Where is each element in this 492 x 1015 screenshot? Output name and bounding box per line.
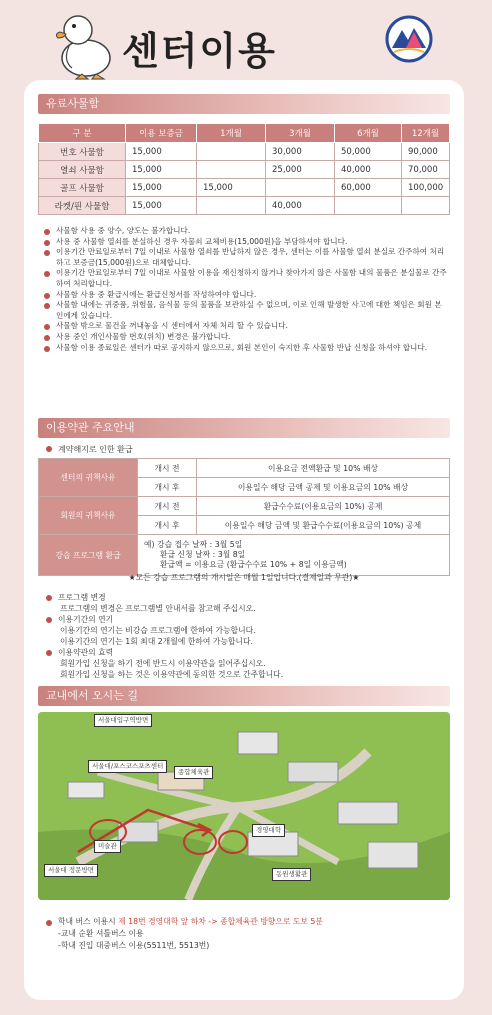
bullet-icon: [46, 650, 52, 656]
program-refund-example: 예) 강습 접수 날짜 : 3월 5일 환급 신청 날짜 : 3월 8일 환급액 = 이용요금 (환급수수료 10% + 8일 이용금액): [138, 535, 450, 576]
table-row: [39, 459, 450, 478]
table-cell: 라켓/핀 사물함: [39, 197, 126, 215]
directions-section-heading: 교내에서 오시는 길: [38, 686, 450, 706]
table-cell: 이용일수 해당 금액 및 환급수수료(이용요금의 10%) 공제: [197, 516, 450, 535]
table-cell: 70,000: [402, 161, 450, 179]
bullet-icon: [44, 250, 50, 256]
bullet-icon: [44, 324, 50, 330]
table-cell: 15,000: [197, 179, 266, 197]
locker-section-heading: 유료사물함: [38, 94, 450, 114]
duck-mascot-icon: [52, 10, 116, 80]
table-header-row: [39, 124, 450, 143]
terms-items: 프로그램 변경 프로그램의 변경은 프로그램별 안내서를 참고해 주십시오. 이용기간의 연기 이용기간의 연기는 비강습 프로그램에 한하여 가능합니다. 이용기간의 연기는 1회 최대 2개월에 한하여 가능합니다. 이용약관의 효력 회원가입 신청을 하기 전에 반드시 이용약관을 읽어주십시오. 회원가입 신청을 하는 것은 이용약관에 동의한 것으로 간주합니다.: [46, 592, 446, 680]
list-item: 사용 중인 개인사물함 번호(위치) 변경은 불가합니다.: [44, 332, 449, 343]
terms-section-heading: 이용약관 주요안내: [38, 418, 450, 438]
column-header: 3개월: [266, 124, 335, 143]
program-start-note: ★모든 강습 프로그램의 개시일은 매월 1일입니다.(결제일과 무관)★: [128, 573, 360, 582]
table-cell: 100,000: [402, 179, 450, 197]
table-cell: 개시 후: [138, 516, 197, 535]
table-cell: [197, 197, 266, 215]
table-row: [39, 535, 450, 576]
column-header: 구 분: [39, 124, 126, 143]
table-cell: [197, 143, 266, 161]
table-cell: [335, 197, 402, 215]
table-row: [39, 161, 450, 179]
list-item: 이용기간의 연기: [46, 614, 446, 625]
refund-heading: 계약해지로 인한 환급: [46, 444, 133, 455]
table-cell: 25,000: [266, 161, 335, 179]
list-item: 사물함 사용 중 환급시에는 환급신청서를 작성하여야 합니다.: [44, 290, 449, 301]
list-item: 사물함 밖으로 물건을 꺼내놓을 시 센터에서 자체 처리 할 수 있습니다.: [44, 321, 449, 332]
locker-price-table: [38, 123, 450, 215]
list-item: 이용약관의 효력: [46, 647, 446, 658]
list-item: 사물함 내에는 귀중품, 위험물, 음식물 등의 물품을 보관하실 수 없으며, 이로 인해 발생한 사고에 대한 책임은 회원 본인에게 있습니다.: [44, 300, 449, 321]
locker-notes: [44, 226, 449, 353]
table-cell: 열쇠 사물함: [39, 161, 126, 179]
bullet-icon: [46, 617, 52, 623]
table-cell: 30,000: [266, 143, 335, 161]
page-title: 센터이용: [122, 29, 277, 73]
table-cell: 환급수수료(이용요금의 10%) 공제: [197, 497, 450, 516]
bullet-icon: [44, 229, 50, 235]
table-cell: [197, 161, 266, 179]
table-row: [39, 143, 450, 161]
table-cell: [266, 179, 335, 197]
bullet-icon: [44, 335, 50, 341]
table-cell: 50,000: [335, 143, 402, 161]
center-reason-cell: 센터의 귀책사유: [39, 459, 138, 497]
table-cell: 개시 후: [138, 478, 197, 497]
map-label: 서울대 정문방면: [44, 864, 98, 877]
list-item: 이용기간 만료일로부터 7일 이내로 사물함 열쇠를 반납하지 않은 경우, 센터는 이를 사물함 열쇠 분실로 간주하여 처리하고 보증금(15,000원)으로 대체합니다.: [44, 247, 449, 268]
list-item: 사용 중 사물함 열쇠를 분실하신 경우 자물쇠 교체비용(15,000원)을 부담하셔야 합니다.: [44, 237, 449, 248]
column-header: 1개월: [197, 124, 266, 143]
bus-directions: 학내 버스 이용시 제 18번 경영대학 앞 하차 -> 종합체육관 방향으로 도보 5분 -교내 순환 셔틀버스 이용 -학내 진입 대중버스 이용(5511번, 5513번): [46, 916, 446, 952]
member-reason-cell: 회원의 귀책사유: [39, 497, 138, 535]
table-cell: 15,000: [126, 161, 197, 179]
university-logo-icon: [384, 14, 434, 64]
content-card: [24, 80, 464, 1000]
table-cell: 40,000: [266, 197, 335, 215]
bullet-icon: [44, 303, 50, 309]
map-label: 동원생활관: [272, 868, 311, 881]
map-label: 미술관: [94, 840, 121, 853]
column-header: 이용 보증금: [126, 124, 197, 143]
program-refund-cell: 강습 프로그램 환급: [39, 535, 138, 576]
campus-map-illustration: [38, 712, 450, 900]
page-header: [0, 0, 492, 80]
column-header: 12개월: [402, 124, 450, 143]
table-cell: 번호 사물함: [39, 143, 126, 161]
table-cell: 15,000: [126, 179, 197, 197]
map-label: 종합체육관: [174, 766, 213, 779]
list-item: 학내 버스 이용시 제 18번 경영대학 앞 하차 -> 종합체육관 방향으로 도보 5분: [46, 916, 446, 928]
table-cell: 90,000: [402, 143, 450, 161]
bullet-icon: [44, 271, 50, 277]
refund-table: [38, 458, 450, 576]
campus-map: [38, 712, 450, 900]
list-item: 사물함 사용 중 양수, 양도는 불가합니다.: [44, 226, 449, 237]
table-row: [39, 497, 450, 516]
bullet-icon: [44, 346, 50, 352]
table-cell: [402, 197, 450, 215]
bullet-icon: [46, 920, 52, 926]
table-cell: 15,000: [126, 197, 197, 215]
bullet-icon: [46, 595, 52, 601]
table-cell: 40,000: [335, 161, 402, 179]
table-cell: 이용일수 해당 금액 공제 및 이용요금의 10% 배상: [197, 478, 450, 497]
table-cell: 골프 사물함: [39, 179, 126, 197]
table-cell: 60,000: [335, 179, 402, 197]
bullet-icon: [46, 446, 52, 452]
column-header: 6개월: [335, 124, 402, 143]
table-cell: 개시 전: [138, 459, 197, 478]
bullet-icon: [44, 293, 50, 299]
list-item: 이용기간 만료일로부터 7일 이내로 사물함 이용을 재신청하지 않거나 찾아가지 않은 사물함 내의 물품은 분실물로 간주하여 처리합니다.: [44, 268, 449, 289]
table-cell: 이용요금 전액환급 및 10% 배상: [197, 459, 450, 478]
table-cell: 개시 전: [138, 497, 197, 516]
bullet-icon: [44, 240, 50, 246]
map-label: 경영대학: [252, 824, 285, 837]
list-item: 프로그램 변경: [46, 592, 446, 603]
map-label: 서울대/포스코스포츠센터: [88, 760, 167, 773]
list-item: 사물함 이용 종료일은 센터가 따로 공지하지 않으므로, 회원 본인이 숙지한 후 사물함 반납 신청을 하셔야 합니다.: [44, 343, 449, 354]
table-row: [39, 197, 450, 215]
map-label: 서울대입구역방면: [94, 714, 152, 727]
table-cell: 15,000: [126, 143, 197, 161]
table-row: [39, 179, 450, 197]
